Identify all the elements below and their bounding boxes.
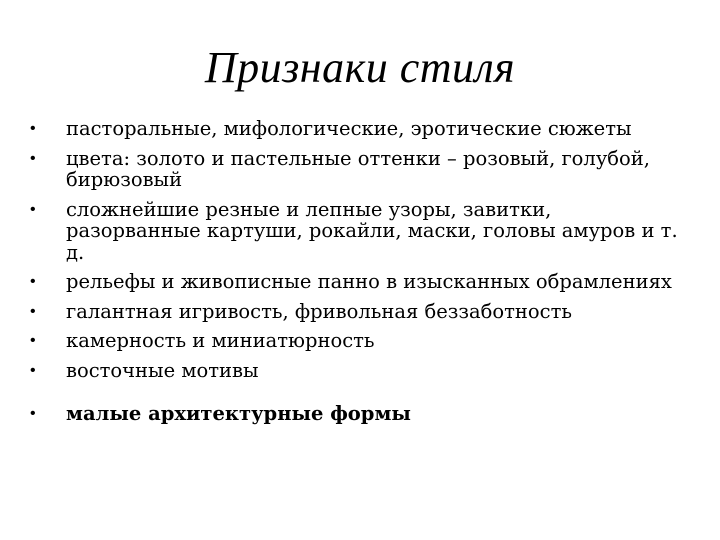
list-item-text: восточные мотивы <box>66 358 259 382</box>
list-item <box>30 118 680 140</box>
list-item <box>30 199 680 264</box>
list-item-text: цвета: золото и пастельные оттенки – розовый, голубой, бирюзовый <box>66 146 650 191</box>
list-item <box>30 148 680 191</box>
list-item <box>30 360 680 382</box>
list-item-text: камерность и миниатюрность <box>66 329 375 352</box>
list-item <box>30 301 680 323</box>
bullet-icon: • <box>30 149 36 167</box>
list-item-text: пасторальные, мифологические, эротические сюжеты <box>66 117 632 140</box>
slide-title: Признаки стиля <box>204 43 516 92</box>
list-item <box>30 330 680 352</box>
bullet-icon: • <box>30 120 36 137</box>
list-item <box>30 271 680 293</box>
list-item-text: сложнейшие резные и лепные узоры, завитки, разорванные картуши, рокайли, маски, головы амуров и т. д. <box>66 197 678 264</box>
list-item-text: малые архитектурные формы <box>66 402 411 425</box>
list-item <box>30 403 680 425</box>
bullet-icon: • <box>30 302 36 320</box>
bullet-list <box>30 118 680 433</box>
list-item-text: галантная игривость, фривольная беззаботность <box>66 299 572 323</box>
bullet-icon: • <box>30 361 36 379</box>
list-item-text: рельефы и живописные панно в изысканных обрамлениях <box>66 270 672 293</box>
bullet-icon: • <box>30 405 36 422</box>
bullet-icon: • <box>30 332 36 349</box>
bullet-icon: • <box>30 273 36 290</box>
bullet-icon: • <box>30 200 36 218</box>
